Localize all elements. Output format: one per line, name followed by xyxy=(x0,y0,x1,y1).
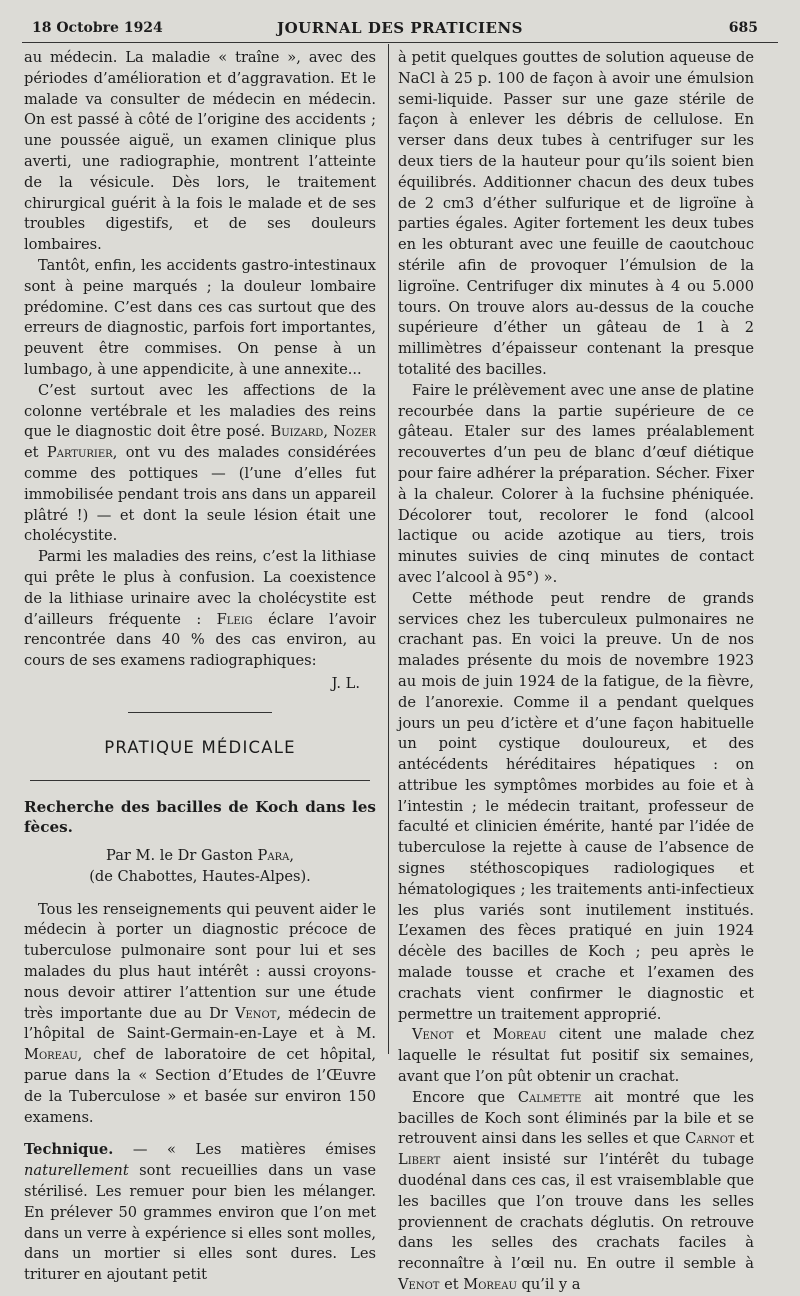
text-run: ait montré que les bacilles de Koch sont éliminés par la bile et se retrouvent ainsi dans les selles et que xyxy=(398,1088,755,1148)
paragraph: C’est surtout avec les affections de la colonne vertébrale et les maladies des reins que le diagnostic doit être posé. Buizard, Nozer et Parturier, ont vu des malades considérées comme des pottiques — (l’une d’elles fut immobilisée pendant trois ans dans un appareil plâtré !) — et dont la seule lésion était une cholécystite. xyxy=(24,381,377,545)
right-column xyxy=(398,48,754,1296)
column-divider xyxy=(388,44,389,1054)
text-run: Parmi les maladies des reins, c’est la lithiase qui prête le plus à confusion. La coexistence de la lithiase urinaire avec la cholécystite est d’ailleurs fréquente : xyxy=(24,548,376,628)
paragraph: au médecin. La maladie « traîne », avec des périodes d’amélioration et d’aggravation. Et le malade va consulter de médecin en médecin. On est passé à côté de l’origine des accidents ; une poussée aiguë, un examen clinique plus averti, une radiographie, montrent l’atteinte de la vésicule. Dès lors, le traitement chirurgical guérit à la fois le malade et de ses troubles digestifs, et de ses douleurs lombaires. xyxy=(24,49,376,254)
section-title: PRATIQUE MÉDICALE xyxy=(104,737,296,757)
separator-line xyxy=(128,712,272,713)
author-name: Parturier xyxy=(46,444,113,462)
author-name: Venot xyxy=(412,1026,454,1044)
section-rule xyxy=(30,780,370,781)
paragraph: Tantôt, enfin, les accidents gastro-intestinaux sont à peine marqués ; la douleur lombaire prédomine. C’est dans ces cas surtout que des erreurs de diagnostic, parfois fort importantes, peuvent être commises. On pense à un lumbago, à une appendicite, à une annexite... xyxy=(24,256,376,378)
text-run: , ont vu des malades considérées comme des pottiques — (l’une d’elles fut immobilisée pendant trois ans dans un appareil plâtré !) — et dont la seule lésion était une cholécystite. xyxy=(24,444,377,545)
journal-title: JOURNAL DES PRATICIENS xyxy=(277,19,523,37)
byline-location: (de Chabottes, Hautes-Alpes). xyxy=(89,867,311,885)
page-header xyxy=(22,14,778,43)
text-run: sont recueillies dans un vase stérilisé. Les remuer pour bien les mélanger. En prélever 50 grammes environ que l’on met dans un verre à expérience si elles sont molles, dans un mortier si elles sont dures. Les triturer en ajoutant petit xyxy=(24,1162,377,1284)
emphasis: naturellement xyxy=(24,1162,129,1180)
paragraph xyxy=(24,900,376,1129)
text-run: et xyxy=(465,1026,481,1044)
article-title: Recherche des bacilles de Koch dans les fèces. xyxy=(24,797,376,837)
text-run: — « Les matières émises xyxy=(132,1141,376,1159)
text-run: C’est surtout avec les affections de la colonne vertébrale et les maladies des reins que le diagnostic doit être posé. xyxy=(24,381,376,441)
author-name: Fleig xyxy=(216,610,253,628)
paragraph: à petit quelques gouttes de solution aqueuse de NaCl à 25 p. 100 de façon à avoir une émulsion semi-liquide. Passer sur une gaze stérile de façon à enlever les débris de cellulose. En verser dans deux tubes à centrifuger sur les deux tiers de la hauteur pour qu’ils soient bien équilibrés. Additionner chacun des deux tubes de 2 cm3 d’éther sulfurique et de ligroïne à parties égales. Agiter fortement les deux tubes en les obturant avec une feuille de caoutchouc stérile afin de provoquer l’émulsion de la ligroïne. Centrifuger dix minutes à 4 ou 5.000 tours. On trouve alors au-dessus de la couche supérieure d’éther un gâteau de 1 à 2 millimètres d’épaisseur contenant la presque totalité des bacilles. xyxy=(398,49,754,378)
author-name: Carnot xyxy=(685,1130,735,1148)
signature: J. L. xyxy=(331,674,360,692)
author-name: Calmette xyxy=(517,1088,582,1106)
author-name: Nozer xyxy=(333,423,377,441)
text-run: Par M. le Dr Gaston xyxy=(106,847,253,865)
text-run: citent une malade chez laquelle le résultat fut positif six semaines, avant que l’on pût obtenir un crachat. xyxy=(398,1026,755,1086)
paragraph xyxy=(398,1088,754,1296)
author-name: Para xyxy=(257,847,290,865)
text-run: qu’il y a xyxy=(521,1276,581,1294)
author-name: Venot xyxy=(234,1004,277,1022)
page-number: 685 xyxy=(728,20,758,36)
paragraph: Cette méthode peut rendre de grands services chez les tuberculeux pulmonaires ne crachant pas. En voici la preuve. Un de nos malades présente du mois de novembre 1923 au mois de juin 1924 de la fatigue, de la fièvre, de l’anorexie. Comme il a pendant quelques jours un peu d’ictère et d’une façon habituelle un point cystique douloureux, et des antécédents héréditaires hépatiques : on attribue les symptômes morbides au foie et à l’intestin ; le médecin traitant, professeur de faculté et clinicien émérite, hanté par l’idée de tuberculose la rejette à cause de l’absence de signes stéthoscopiques radiologiques et hématologiques ; les traitements anti-infectieux les plus variés sont inutilement institués. L’examen des fèces pratiqué en juin 1924 décèle des bacilles de Koch ; peu après le malade tousse et crache et l’examen des crachats vient confirmer le diagnostic et permettre un traitement approprié. xyxy=(398,589,754,1023)
text-run: aient insisté sur l’intérêt du tubage duodénal dans ces cas, il est vraisemblable que les bacilles que l’on trouve dans les selles proviennent de crachats déglutis. On retrouve dans les selles des crachats faciles à reconnaître à l’œil nu. En outre il semble à xyxy=(398,1151,755,1273)
issue-date: 18 Octobre 1924 xyxy=(32,20,163,36)
text-run: et xyxy=(24,444,39,462)
paragraph xyxy=(24,547,376,672)
paragraph: Faire le prélèvement avec une anse de platine recourbée dans la partie supérieure de ce gâteau. Etaler sur des lames préalablement recouvertes d’un peu de blanc d’œuf diétique pour faire adhérer la préparation. Sécher. Fixer à la chaleur. Colorer à la fuchsine phéniquée. Décolorer tout, recolorer le fond (alcool lactique ou acide azotique au tiers, trois minutes suivies de cinq minutes de contact avec l’alcool à 95°) ». xyxy=(398,381,754,586)
author-name: Moreau xyxy=(492,1026,547,1044)
author-name: Libert xyxy=(398,1151,441,1169)
text-run: Tous les renseignements qui peuvent aider le médecin à porter un diagnostic précoce de tuberculose pulmonaire sont pour lui et ses malades du plus haut intérêt : aussi croyons-nous devoir attirer l’attention sur une étude très importante due au Dr xyxy=(24,900,376,1022)
author-name: Buizard xyxy=(270,423,324,441)
byline xyxy=(24,846,376,867)
text-run: Encore que xyxy=(412,1088,505,1106)
text-run: , chef de laboratoire de cet hôpital, parue dans la « Section d’Etudes de l’Œuvre de la Tuberculose » et basée sur environ 150 examens. xyxy=(24,1046,376,1126)
paragraph xyxy=(398,1025,754,1087)
left-column xyxy=(24,48,376,1286)
text-run: et xyxy=(444,1276,459,1294)
author-name: Venot xyxy=(398,1276,440,1294)
text-run: , xyxy=(289,847,294,865)
text-run: , médecin de l’hôpital de Saint-Germain-en-Laye et à M. xyxy=(24,1004,377,1043)
paragraph xyxy=(24,1140,376,1286)
author-name: Moreau xyxy=(463,1276,517,1294)
text-run: et xyxy=(739,1130,755,1148)
run-in-heading: Technique. xyxy=(24,1141,114,1159)
text-run: éclare l’avoir rencontrée dans 40 % des cas environ, au cours de ses examens radiographiques: xyxy=(24,610,376,670)
author-name: Moreau xyxy=(24,1046,78,1064)
